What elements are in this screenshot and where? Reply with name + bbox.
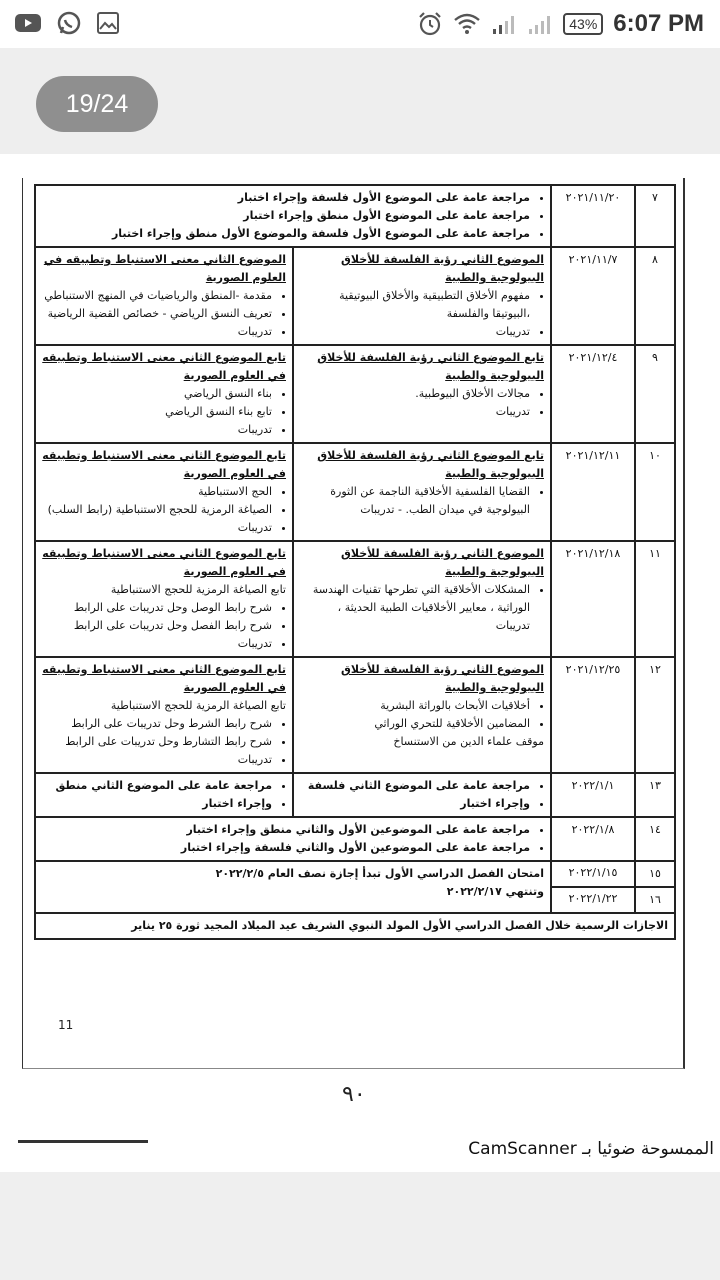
row-date: ٢٠٢٢/١/٨ (551, 817, 635, 861)
row-date: ٢٠٢٢/١/١٥ (551, 861, 635, 887)
list-item: • المضامين الأخلاقية للتحري الوراثي (300, 715, 530, 733)
logic-cell (35, 345, 293, 443)
list-item: • مراجعة عامة على الموضوع الأول منطق وإجراء اختبار (42, 207, 530, 225)
list-item: • تدريبات (42, 751, 272, 769)
list-item: • تدريبات (42, 635, 272, 653)
exam-text: امتحان الفصل الدراسي الأول تبدأ إجازة نصف العام ٢٠٢٢/٢/٥ (215, 867, 544, 880)
signal-icon-2 (527, 13, 553, 35)
philosophy-cell (293, 443, 551, 541)
scan-edge (18, 1140, 148, 1143)
list-item: • مراجعة عامة على الموضوعين الأول والثاني منطق وإجراء اختبار (42, 821, 530, 839)
alarm-icon (417, 11, 443, 37)
row-number: ٩ (635, 345, 675, 443)
row-date: ٢٠٢١/١٢/١٨ (551, 541, 635, 657)
row-number: ١٥ (635, 861, 675, 887)
row-date: ٢٠٢١/١٢/١١ (551, 443, 635, 541)
logic-title: تابع الموضوع الثاني معنى الاستنباط وتطبيقه في العلوم الصورية (42, 663, 286, 694)
notification-icons (14, 10, 120, 36)
philosophy-title: الموضوع الثاني رؤية الفلسفة للأخلاق البيولوجية والطبية (341, 253, 544, 284)
signal-icon (491, 13, 517, 35)
list-item: • مراجعة عامة على الموضوع الثاني منطق (42, 777, 272, 795)
page-indicator: 19/24 (36, 76, 158, 132)
row-date: ٢٠٢١/١٢/٤ (551, 345, 635, 443)
table-row (35, 861, 675, 887)
viewer-bottom-area (0, 1172, 720, 1280)
list-item: • القضايا الفلسفية الأخلاقية الناجمة عن الثورة البيولوجية في ميدان الطب. - تدريبات (300, 483, 530, 519)
gallery-icon (96, 11, 120, 35)
list-item: • مقدمة -المنطق والرياضيات في المنهج الاستنباطي (42, 287, 272, 305)
list-item: • مراجعة عامة على الموضوعين الأول والثاني فلسفة وإجراء اختبار (42, 839, 530, 857)
list-item: • تدريبات (42, 519, 272, 537)
table-row (35, 541, 675, 657)
table-row (35, 773, 675, 817)
list-item: • تدريبات (300, 323, 530, 341)
row-number: ٨ (635, 247, 675, 345)
row-content (35, 817, 551, 861)
table-row (35, 185, 675, 247)
philosophy-cell (293, 657, 551, 773)
philosophy-note: موقف علماء الدين من الاستنساخ (393, 735, 544, 748)
list-item: • تابع بناء النسق الرياضي (42, 403, 272, 421)
row-date: ٢٠٢٢/١/٢٢ (551, 887, 635, 913)
philosophy-cell (293, 541, 551, 657)
table-row (35, 913, 675, 939)
clock: 6:07 PM (613, 10, 704, 37)
handwritten-number: ٩٠ (342, 1082, 366, 1107)
wifi-icon (453, 13, 481, 35)
youtube-icon (14, 12, 42, 34)
list-item: • أخلاقيات الأبحاث بالوراثة البشرية (300, 697, 530, 715)
logic-cell (35, 541, 293, 657)
list-item: • بناء النسق الرياضي (42, 385, 272, 403)
list-item: • شرح رابط الشرط وحل تدريبات على الرابط (42, 715, 272, 733)
logic-subtitle: تابع الصياغة الرمزية للحجج الاستنباطية (110, 699, 286, 712)
list-item: • مفهوم الأخلاق التطبيقية والأخلاق البيوتيقية ،البيوتيقا والفلسفة (300, 287, 530, 323)
row-number: ١٠ (635, 443, 675, 541)
list-item: • شرح رابط التشارط وحل تدريبات على الرابط (42, 733, 272, 751)
logic-title: تابع الموضوع الثاني معنى الاستنباط وتطبيقه في العلوم الصورية (42, 449, 286, 480)
logic-cell (35, 773, 293, 817)
row-date: ٢٠٢٢/١/١ (551, 773, 635, 817)
row-content (35, 185, 551, 247)
philosophy-title: تابع الموضوع الثاني رؤية الفلسفة للأخلاق البيولوجية والطبية (317, 351, 544, 382)
list-item: • المشكلات الأخلاقية التي تطرحها تقنيات الهندسة الوراثية ، معايير الأخلاقيات الطبية الحديثة ، تدريبات (300, 581, 530, 635)
status-bar (0, 0, 720, 48)
philosophy-title: الموضوع الثاني رؤية الفلسفة للأخلاق البيولوجية والطبية (341, 663, 544, 694)
row-number: ٧ (635, 185, 675, 247)
list-item: • وإجراء اختبار (300, 795, 530, 813)
row-number: ١٦ (635, 887, 675, 913)
row-number: ١٣ (635, 773, 675, 817)
list-item: • تدريبات (300, 403, 530, 421)
list-item: • الحج الاستنباطية (42, 483, 272, 501)
list-item: • مراجعة عامة على الموضوع الثاني فلسفة (300, 777, 530, 795)
list-item: • تدريبات (42, 421, 272, 439)
logic-cell (35, 443, 293, 541)
list-item: • الصياغة الرمزية للحجج الاستنباطية (رابط السلب) (42, 501, 272, 519)
exam-text-2: وتنتهي ٢٠٢٢/٢/١٧ (446, 885, 544, 898)
logic-cell (35, 657, 293, 773)
row-number: ١٢ (635, 657, 675, 773)
table-row (35, 817, 675, 861)
list-item: • مراجعة عامة على الموضوع الأول فلسفة والموضوع الأول منطق وإجراء اختبار (42, 225, 530, 243)
list-item: • شرح رابط الوصل وحل تدريبات على الرابط (42, 599, 272, 617)
row-date: ٢٠٢١/١٢/٢٥ (551, 657, 635, 773)
whatsapp-icon (56, 10, 82, 36)
camscanner-watermark: الممسوحة ضوئيا بـ CamScanner (468, 1139, 714, 1159)
philosophy-cell (293, 345, 551, 443)
page-number: 11 (58, 1018, 74, 1032)
philosophy-cell (293, 247, 551, 345)
logic-cell (35, 247, 293, 345)
philosophy-title: تابع الموضوع الثاني رؤية الفلسفة للأخلاق البيولوجية والطبية (317, 449, 544, 480)
list-item: • وإجراء اختبار (42, 795, 272, 813)
table-row (35, 657, 675, 773)
table-row (35, 443, 675, 541)
system-tray (417, 8, 704, 40)
table-row (35, 345, 675, 443)
logic-subtitle: تابع الصياغة الرمزية للحجج الاستنباطية (110, 583, 286, 596)
exam-cell (35, 861, 551, 913)
philosophy-title: الموضوع الثاني رؤية الفلسفة للأخلاق البيولوجية والطبية (341, 547, 544, 578)
battery-indicator: 43% (563, 13, 603, 35)
list-item: • شرح رابط الفصل وحل تدريبات على الرابط (42, 617, 272, 635)
logic-title: تابع الموضوع الثاني معنى الاستنباط وتطبيقه في العلوم الصورية (42, 547, 286, 578)
logic-title: الموضوع الثاني معنى الاستنباط وتطبيقه في العلوم الصورية (43, 253, 286, 284)
row-number: ١١ (635, 541, 675, 657)
list-item: • تدريبات (42, 323, 272, 341)
row-date: ٢٠٢١/١١/٧ (551, 247, 635, 345)
row-number: ١٤ (635, 817, 675, 861)
list-item: • مجالات الأخلاق البيوطبية. (300, 385, 530, 403)
list-item: • مراجعة عامة على الموضوع الأول فلسفة وإجراء اختبار (42, 189, 530, 207)
philosophy-cell (293, 773, 551, 817)
list-item: • تعريف النسق الرياضي - خصائص القضية الرياضية (42, 305, 272, 323)
logic-title: تابع الموضوع الثاني معنى الاستنباط وتطبيقه في العلوم الصورية (42, 351, 286, 382)
schedule-table (34, 184, 676, 940)
row-date: ٢٠٢١/١١/٢٠ (551, 185, 635, 247)
holidays-row: الاجازات الرسمية خلال الفصل الدراسي الأول المولد النبوي الشريف عيد الميلاد المجيد ثورة ٢٥ يناير (35, 913, 675, 939)
table-row (35, 247, 675, 345)
